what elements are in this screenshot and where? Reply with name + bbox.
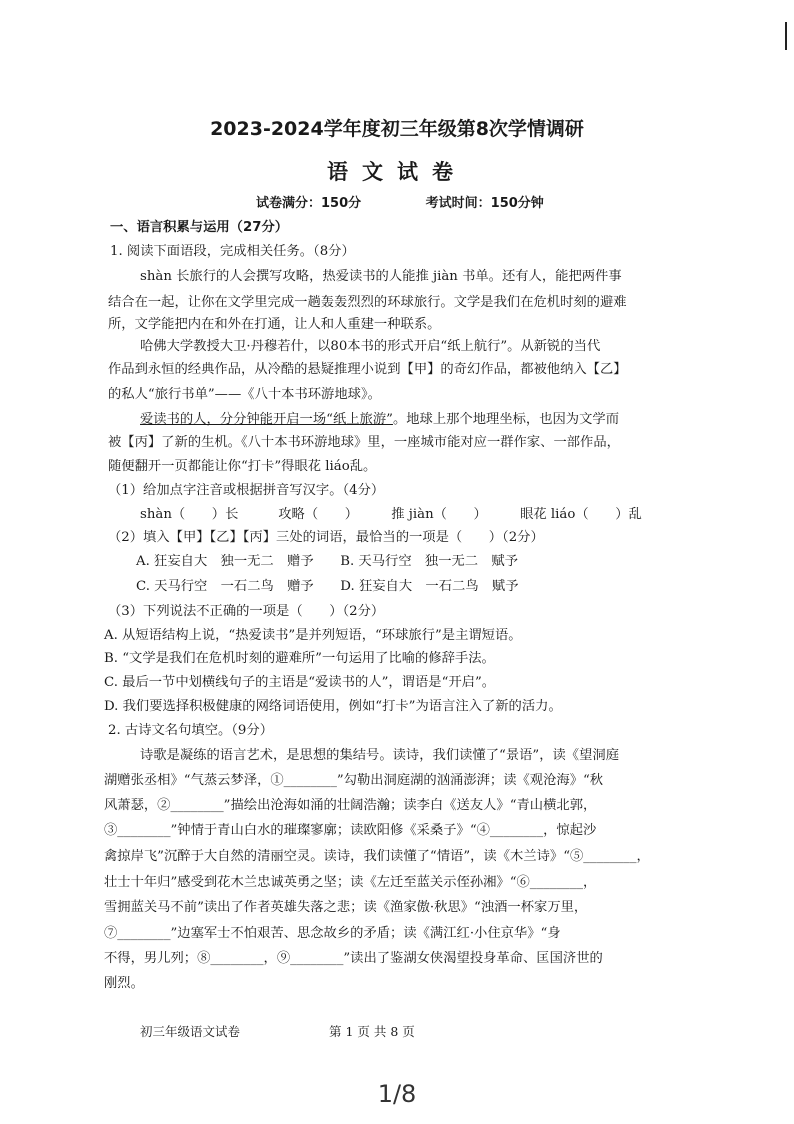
sub-question-1: （1）给加点字注音或根据拼音写汉字。（4分） (108, 483, 385, 498)
underlined-sentence: 爱读书的人，分分钟能开启一场“纸上旅游” (140, 412, 393, 427)
option-line: A. 狂妄自大 独一无二 赠予 B. 天马行空 独一无二 赋予 (136, 554, 518, 569)
exam-title: 2023-2024学年度初三年级第8次学情调研 (210, 118, 584, 140)
option-line: C. 最后一节中划横线句子的主语是“爱读书的人”，谓语是“开启”。 (104, 675, 496, 690)
full-score: 试卷满分：150分 (256, 196, 362, 211)
question-2-title: 2. 古诗文名句填空。（9分） (108, 723, 273, 738)
passage-line: 被【丙】了新的生机。《八十本书环游地球》里，一座城市能对应一群作家、一部作品， (108, 435, 620, 450)
option-line: A. 从短语结构上说，“热爱读书”是并列短语，“环球旅行”是主谓短语。 (104, 628, 522, 643)
passage-line: 哈佛大学教授大卫·丹穆若什，以80本书的形式开启“纸上航行”。从新锐的当代 (140, 339, 601, 354)
poem-line: 诗歌是凝练的语言艺术，是思想的集结号。读诗，我们读懂了“景语”，读《望洞庭 (140, 748, 619, 763)
exam-subtitle: 语文试卷 (327, 160, 467, 184)
passage-text: 。地球上那个地理坐标，也因为文学而 (392, 412, 619, 427)
option-line: C. 天马行空 一石二鸟 赠予 D. 狂妄自大 一石二鸟 赋予 (136, 579, 519, 594)
passage-line: 作品到永恒的经典作品，从冷酷的悬疑推理小说到【甲】的奇幻作品，都被他纳入【乙】 (108, 362, 627, 377)
sub-question-3: （3）下列说法不正确的一项是（ ）（2分） (108, 604, 385, 619)
poem-line: 雪拥蓝关马不前”读出了作者英雄失落之悲；读《渔家傲·秋思》“浊酒一杯家万里， (104, 900, 588, 915)
question-1-title: 1. 阅读下面语段，完成相关任务。（8分） (110, 244, 355, 259)
poem-line: 湖赠张丞相》“气蒸云梦泽，①________”勾勒出洞庭湖的汹涌澎湃；读《观沧海》“秋 (104, 773, 604, 788)
page-footer (140, 1022, 500, 1040)
sub-question-2: （2）填入【甲】【乙】【丙】三处的词语，最恰当的一项是（ ）（2分） (108, 530, 544, 545)
footer-right: 第 1 页 共 8 页 (329, 1024, 415, 1039)
poem-line: 禽掠岸飞”沉醉于大自然的清丽空灵。读诗，我们读懂了“情语”，读《木兰诗》“⑤________， (104, 849, 650, 864)
passage-line: shàn 长旅行的人会撰写攻略，热爱读书的人能推 jiàn 书单。还有人，能把两件事 (140, 269, 622, 284)
poem-line: ⑦________”边塞军士不怕艰苦、思念故乡的矛盾；读《满江红·小住京华》“身 (104, 926, 561, 941)
passage-line: 所，文学能把内在和外在打通，让人和人重建一种联系。 (108, 317, 441, 332)
option-line: B. “文学是我们在危机时刻的避难所”一句运用了比喻的修辞手法。 (104, 651, 495, 666)
poem-line: 刚烈。 (104, 976, 144, 991)
passage-line: 的私人“旅行书单”——《八十本书环游地球》。 (108, 387, 381, 402)
poem-line: ③________”钟情于青山白水的璀璨寥廓；读欧阳修《采桑子》“④________，惊起沙 (104, 823, 597, 838)
poem-line: 壮士十年归”感受到花木兰忠诚英勇之坚；读《左迁至蓝关示侄孙湘》“⑥________， (104, 875, 597, 890)
exam-time: 考试时间：150分钟 (425, 196, 544, 211)
poem-line: 风萧瑟，②________”描绘出沧海如涌的壮阔浩瀚；读李白《送友人》“青山横北郭， (104, 798, 597, 813)
passage-line: 随便翻开一页都能让你“打卡”得眼花 liáo乱。 (108, 459, 377, 474)
footer-left: 初三年级语文试卷 (140, 1024, 241, 1039)
sub-question-1-blanks: shàn（ ）长 攻略（ ） 推 jiàn（ ） 眼花 liáo（ ）乱 (140, 507, 642, 522)
passage-line: 结合在一起，让你在文学里完成一趟轰轰烈烈的环球旅行。文学是我们在危机时刻的避难 (108, 295, 627, 310)
page-counter: 1/8 (377, 1080, 417, 1108)
scan-edge-mark (785, 22, 787, 50)
section-heading: 一、语言积累与运用（27分） (110, 220, 289, 235)
option-line: D. 我们要选择积极健康的网络词语使用，例如“打卡”为语言注入了新的活力。 (104, 699, 562, 714)
passage-line (140, 408, 619, 427)
poem-line: 不得，男儿列；⑧________，⑨________”读出了鉴湖女侠渴望投身革命、匡国济世的 (104, 951, 603, 966)
exam-meta (256, 192, 604, 211)
